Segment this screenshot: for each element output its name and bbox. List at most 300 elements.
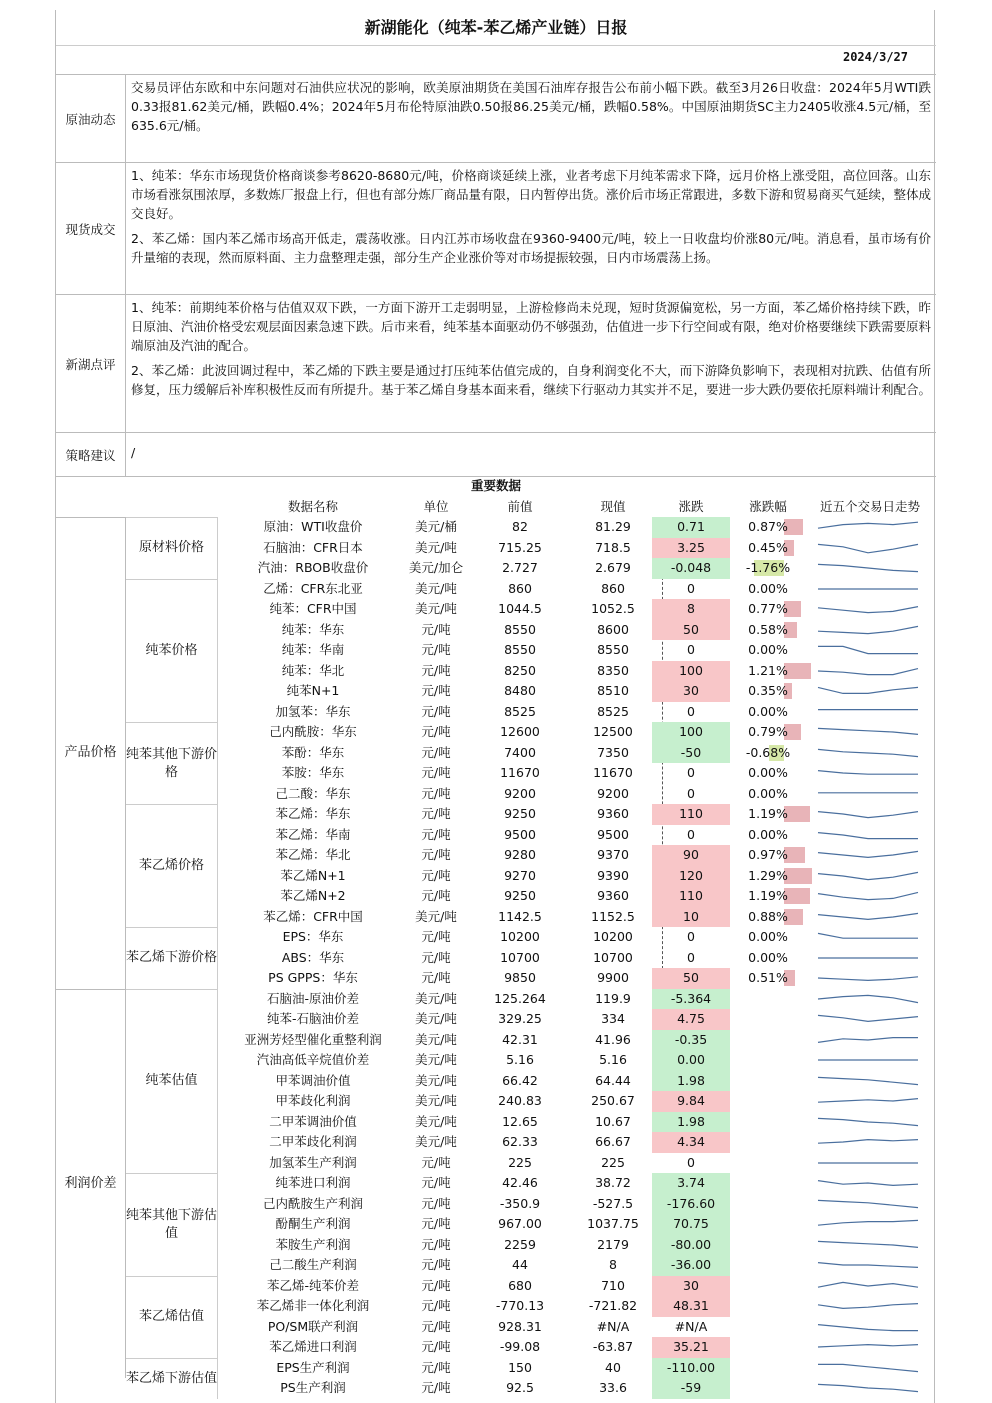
row-name: 酚酮生产利润 [275,1216,351,1231]
sparkline [814,827,924,843]
table-title: 重要数据 [56,476,936,495]
row-change-pct: 0.00% [748,826,788,842]
row-sparkline-cell [810,1317,928,1338]
row-current-value: 225 [601,1154,625,1170]
row-prev-value: 9850 [504,970,536,985]
sparkline [814,970,924,986]
row-change-pct-cell [732,1378,804,1399]
table-row [218,1276,936,1297]
row-sparkline-cell [810,1276,928,1297]
row-change-pct: 0.79% [748,724,788,739]
row-change: 4.75 [652,1009,730,1030]
table-row [218,1235,936,1256]
pct-databar [784,868,812,884]
row-sparkline-cell [810,1337,928,1358]
table-row [218,640,936,661]
report-title: 新湖能化（纯苯-苯乙烯产业链）日报 [56,10,936,46]
row-unit: 元/吨 [421,1339,451,1354]
row-prev-value: 9200 [504,785,536,801]
sparkline-path [818,771,918,775]
row-current-value: 11670 [593,765,633,780]
sparkline [814,1073,924,1089]
row-sparkline-cell [810,702,928,723]
subcategory-cell: 纯苯价格 [126,579,218,723]
row-current-value: 9360 [597,888,629,903]
sparkline-path [818,1345,918,1347]
row-sparkline-cell [810,1153,928,1174]
sparkline [814,1237,924,1253]
category-cell: 产品价格 [56,517,126,989]
row-unit: 美元/吨 [415,908,457,924]
row-change: 9.84 [652,1091,730,1112]
row-change-pct-cell [732,599,804,620]
row-prev-value: 8550 [504,621,536,637]
row-unit: 元/吨 [421,826,451,842]
row-prev-value: 125.264 [494,990,546,1006]
spot-text [131,166,931,273]
row-current-value: 860 [601,580,625,596]
row-change-pct-cell [732,1296,804,1317]
row-unit: 元/吨 [421,949,451,965]
row-name: 苯乙烯：华北 [275,847,351,862]
row-name: 加氢苯生产利润 [269,1154,357,1170]
row-prev-value: 240.83 [498,1093,542,1108]
sparkline-path [818,1241,918,1247]
row-sparkline-cell [810,989,928,1010]
row-change-pct-cell [732,640,804,661]
sparkline-path [818,1364,918,1371]
row-unit: 元/吨 [421,765,451,780]
row-change: 0 [687,1154,695,1170]
row-unit: 元/吨 [421,888,451,903]
row-name: EPS：华东 [282,929,344,944]
row-sparkline-cell [810,763,928,784]
sparkline [814,1360,924,1376]
row-change: 35.21 [652,1337,730,1358]
table-row [218,1194,936,1215]
row-current-value: 38.72 [595,1175,631,1190]
sparkline [814,1093,924,1109]
row-name: 苯胺：华东 [281,765,345,780]
row-current-value: 40 [605,1359,621,1375]
row-change: 0 [687,642,695,657]
row-unit: 美元/吨 [415,990,457,1006]
row-unit: 元/吨 [421,1318,451,1334]
row-unit: 美元/吨 [415,1052,457,1067]
row-unit: 美元/加仑 [408,560,464,575]
row-current-value: 12500 [593,724,633,739]
row-change: -110.00 [652,1358,730,1379]
sparkline [814,1196,924,1212]
row-current-value: 718.5 [595,539,631,555]
table-row [218,517,936,538]
row-unit: 元/吨 [421,1277,451,1293]
row-change-pct-cell [732,825,804,846]
table-row [218,845,936,866]
sparkline [814,581,924,597]
table-row [218,1009,936,1030]
row-name: 乙烯：CFR东北亚 [263,580,363,596]
sparkline-path [818,1220,918,1225]
row-unit: 元/吨 [421,703,451,719]
sparkline-path [818,892,918,899]
row-change: 0 [687,949,695,965]
subcategory-cell: 纯苯估值 [126,989,218,1174]
row-sparkline-cell [810,1358,928,1379]
table-row [218,1317,936,1338]
crude-label: 原油动态 [56,75,126,162]
row-name: 纯苯：华东 [281,621,345,637]
row-change-pct: 0.00% [748,580,788,596]
row-sparkline-cell [810,886,928,907]
row-name: 苯乙烯N+2 [280,888,346,903]
sparkline-path [818,646,918,653]
sparkline [814,950,924,966]
subcategory-cell: 纯苯其他下游价格 [126,722,218,804]
row-change-pct-cell [732,1194,804,1215]
row-current-value: 9200 [597,785,629,801]
row-prev-value: 12.65 [502,1113,538,1129]
row-prev-value: 150 [508,1359,532,1375]
row-change-pct-cell [732,968,804,989]
row-sparkline-cell [810,538,928,559]
row-name: 苯胺生产利润 [275,1236,351,1252]
row-change-pct-cell [732,1358,804,1379]
sparkline-path [818,1200,918,1207]
row-name: 己内酰胺：华东 [269,724,357,739]
row-change: 1.98 [652,1112,730,1133]
table-row [218,886,936,907]
row-current-value: 33.6 [599,1380,627,1395]
row-name: PO/SM联产利润 [267,1318,359,1334]
table-row [218,661,936,682]
row-name: 纯苯进口利润 [275,1175,351,1190]
row-change-pct: 0.00% [748,929,788,944]
header-unit: 单位 [423,499,449,514]
row-prev-value: -99.08 [499,1339,541,1354]
row-current-value: -63.87 [592,1339,634,1354]
sparkline [814,1155,924,1171]
row-change-pct: 0.00% [748,703,788,719]
row-change-pct: 1.19% [748,806,788,821]
row-sparkline-cell [810,1071,928,1092]
sparkline-path [818,913,918,919]
row-change-pct: 0.35% [748,683,788,698]
row-change-pct-cell [732,1337,804,1358]
comment-label: 新湖点评 [56,295,126,432]
table-row [218,722,936,743]
row-name: 石脑油-原油价差 [266,990,359,1006]
row-current-value: 2179 [597,1236,629,1252]
row-current-value: 64.44 [595,1072,631,1088]
row-change-pct: 0.97% [748,847,788,862]
row-prev-value: 1142.5 [498,908,542,924]
strategy-label: 策略建议 [56,433,126,476]
row-current-value: 8550 [597,642,629,657]
row-prev-value: 2259 [504,1236,536,1252]
sparkline-path [818,749,918,756]
sparkline-path [818,1077,918,1084]
row-current-value: 1037.75 [587,1216,639,1231]
table-row [218,1337,936,1358]
row-prev-value: 9280 [504,847,536,862]
row-prev-value: 42.46 [502,1175,538,1190]
row-change-pct-cell [732,1276,804,1297]
row-prev-value: 7400 [504,744,536,760]
row-unit: 元/吨 [421,970,451,985]
row-change-pct: 1.21% [748,662,788,678]
row-unit: 元/吨 [421,806,451,821]
row-change-pct-cell [732,702,804,723]
row-change-pct-cell [732,1009,804,1030]
row-sparkline-cell [810,784,928,805]
row-name: 纯苯-石脑油价差 [266,1011,359,1026]
row-unit: 美元/吨 [415,539,457,555]
row-name: 苯乙烯进口利润 [269,1339,357,1354]
row-change-pct-cell [732,1132,804,1153]
row-current-value: 250.67 [591,1093,635,1108]
row-change-pct-cell [732,1153,804,1174]
row-unit: 元/吨 [421,1216,451,1231]
subcategory-cell: 苯乙烯下游估值 [126,1358,218,1399]
row-change: 30 [652,681,730,702]
row-name: 纯苯N+1 [286,683,340,698]
header-prev: 前值 [507,499,533,514]
row-change: 110 [652,886,730,907]
sparkline-path [818,851,918,857]
row-sparkline-cell [810,1112,928,1133]
sparkline [814,1216,924,1232]
crude-text [131,78,931,141]
row-change: -0.048 [652,558,730,579]
table-row [218,599,936,620]
row-change-pct-cell [732,948,804,969]
row-prev-value: 225 [508,1154,532,1170]
sparkline [814,765,924,781]
row-name: 亚洲芳烃型催化重整利润 [244,1031,382,1047]
row-change: 0 [687,580,695,596]
sparkline-path [818,544,918,552]
row-change-pct: -0.68% [745,744,791,760]
row-unit: 美元/吨 [415,1093,457,1108]
sparkline-path [818,522,918,528]
table-row [218,558,936,579]
table-row [218,763,936,784]
row-name: 纯苯：CFR中国 [269,601,357,616]
row-current-value: 9900 [597,970,629,985]
row-current-value: 8 [609,1257,617,1272]
strategy-section [56,432,936,476]
row-sparkline-cell [810,1194,928,1215]
sparkline-path [818,1282,918,1287]
subcategory-cell: 苯乙烯估值 [126,1276,218,1358]
row-change: 110 [652,804,730,825]
row-unit: 美元/吨 [415,580,457,596]
row-name: 己二酸：华东 [275,785,351,801]
row-change: 0 [687,703,695,719]
row-change-pct-cell [732,722,804,743]
row-change: 100 [652,661,730,682]
row-change-pct-cell [732,558,804,579]
row-unit: 元/吨 [421,1380,451,1395]
crude-section [56,74,936,162]
row-current-value: 7350 [597,744,629,760]
row-name: 苯乙烯非一体化利润 [256,1298,370,1313]
sparkline-path [818,832,918,838]
row-current-value: 119.9 [595,990,631,1006]
table-row [218,784,936,805]
table-row [218,1112,936,1133]
row-unit: 元/吨 [421,642,451,657]
row-sparkline-cell [810,1214,928,1235]
row-unit: 元/吨 [421,724,451,739]
row-prev-value: 329.25 [498,1011,542,1026]
row-unit: 元/吨 [421,744,451,760]
sparkline-path [818,728,918,734]
table-row [218,1030,936,1051]
row-change-pct-cell [732,1255,804,1276]
row-change-pct-cell [732,804,804,825]
row-prev-value: 860 [508,580,532,596]
sparkline [814,847,924,863]
row-change: 3.25 [652,538,730,559]
sparkline [814,1052,924,1068]
row-change-pct-cell [732,681,804,702]
comment-section [56,294,936,432]
row-unit: 元/吨 [421,1298,451,1313]
header-name: 数据名称 [287,499,338,514]
header-pct: 涨跌幅 [749,499,787,514]
row-current-value: 334 [601,1011,625,1026]
row-name: 苯乙烯-纯苯价差 [266,1277,359,1293]
row-unit: 元/吨 [421,662,451,678]
sparkline-path [818,872,918,879]
sparkline-path [818,933,918,938]
row-prev-value: 10700 [500,949,540,965]
row-name: 二甲苯歧化利润 [269,1134,357,1149]
row-change: -50 [652,743,730,764]
row-change: 70.75 [652,1214,730,1235]
row-unit: 元/吨 [421,1236,451,1252]
row-change-pct-cell [732,538,804,559]
row-sparkline-cell [810,1378,928,1399]
header-trend: 近五个交易日走势 [819,499,920,514]
row-unit: 元/吨 [421,1257,451,1272]
row-current-value: 8510 [597,683,629,698]
sparkline [814,1278,924,1294]
row-prev-value: 680 [508,1277,532,1293]
row-unit: 元/吨 [421,867,451,883]
row-name: PS GPPS：华东 [268,970,358,985]
sparkline-path [818,668,918,674]
row-current-value: 66.67 [595,1134,631,1149]
row-change-pct-cell [732,845,804,866]
sparkline-path [818,607,918,613]
sparkline-path [818,812,918,818]
row-sparkline-cell [810,1030,928,1051]
row-current-value: 8600 [597,621,629,637]
row-prev-value: 66.42 [502,1072,538,1088]
row-unit: 美元/吨 [415,1113,457,1129]
sparkline [814,1319,924,1335]
row-unit: 元/吨 [421,1195,451,1211]
sparkline [814,560,924,576]
row-change-pct-cell [732,927,804,948]
row-name: 二甲苯调油价值 [269,1113,357,1129]
table-row [218,1173,936,1194]
row-name: 苯乙烯N+1 [280,867,346,883]
sparkline [814,519,924,535]
subcategory-cell: 原材料价格 [126,517,218,579]
row-change-pct: 0.88% [748,908,788,924]
row-prev-value: 967.00 [498,1216,542,1231]
spot-paragraph-1: 1、纯苯：华东市场现货价格商谈参考8620-8680元/吨，价格商谈延续上涨，业者考虑下月纯苯需求下降，远月价格上涨受阻，高位回落。山东市场看涨氛围浓厚，多数炼厂报盘上行，但也有部分炼厂商品量有限，日内暂停出货。涨价后市场正常跟进，多数下游和贸易商买气延续，整体成交良好。 [131,168,932,221]
sparkline [814,745,924,761]
row-current-value: 9500 [597,826,629,842]
row-prev-value: 715.25 [498,539,542,555]
sparkline [814,868,924,884]
spot-paragraph-2: 2、苯乙烯：国内苯乙烯市场高开低走，震荡收涨。日内江苏市场收盘在9360-9400元/吨，较上一日收盘均价涨80元/吨。消息看，虽市场有价升量缩的表现，然而原料面、主力盘整理走强，部分生产企业涨价等对市场提振较强，日内市场震荡上扬。 [131,231,931,265]
row-current-value: -527.5 [592,1195,634,1211]
sparkline [814,601,924,617]
table-row [218,1378,936,1399]
table-row [218,579,936,600]
table-row [218,702,936,723]
sparkline [814,1175,924,1191]
row-current-value: 10200 [593,929,633,944]
row-change: 10 [652,907,730,928]
row-change: -176.60 [652,1194,730,1215]
row-prev-value: 44 [512,1257,528,1272]
row-prev-value: 8250 [504,662,536,678]
table-row [218,989,936,1010]
row-name: ABS：华东 [281,949,345,965]
row-change: 1.98 [652,1071,730,1092]
sparkline [814,1011,924,1027]
row-sparkline-cell [810,558,928,579]
row-unit: 元/吨 [421,621,451,637]
sparkline [814,1032,924,1048]
row-name: 苯乙烯：CFR中国 [263,908,363,924]
row-name: 石脑油：CFR日本 [263,539,363,555]
row-change-pct-cell [732,1030,804,1051]
row-change: 100 [652,722,730,743]
row-change-pct: 0.00% [748,785,788,801]
table-row [218,948,936,969]
row-change: #N/A [674,1318,708,1334]
row-change-pct: 1.29% [748,867,788,883]
row-sparkline-cell [810,1296,928,1317]
sparkline [814,704,924,720]
row-name: 纯苯：华南 [281,642,345,657]
row-current-value: 8350 [597,662,629,678]
row-change: 3.74 [652,1173,730,1194]
row-prev-value: 9500 [504,826,536,842]
row-change-pct: -1.76% [745,560,791,575]
row-unit: 美元/吨 [415,1031,457,1047]
row-name: 汽油：RBOB收盘价 [257,560,369,575]
row-sparkline-cell [810,845,928,866]
row-change-pct: 1.19% [748,888,788,903]
row-sparkline-cell [810,948,928,969]
sparkline [814,683,924,699]
sparkline-path [818,1140,918,1144]
table-row [218,907,936,928]
row-name: PS生产利润 [280,1380,346,1395]
row-sparkline-cell [810,1235,928,1256]
row-current-value: 81.29 [595,519,631,534]
row-current-value: 5.16 [599,1052,627,1067]
